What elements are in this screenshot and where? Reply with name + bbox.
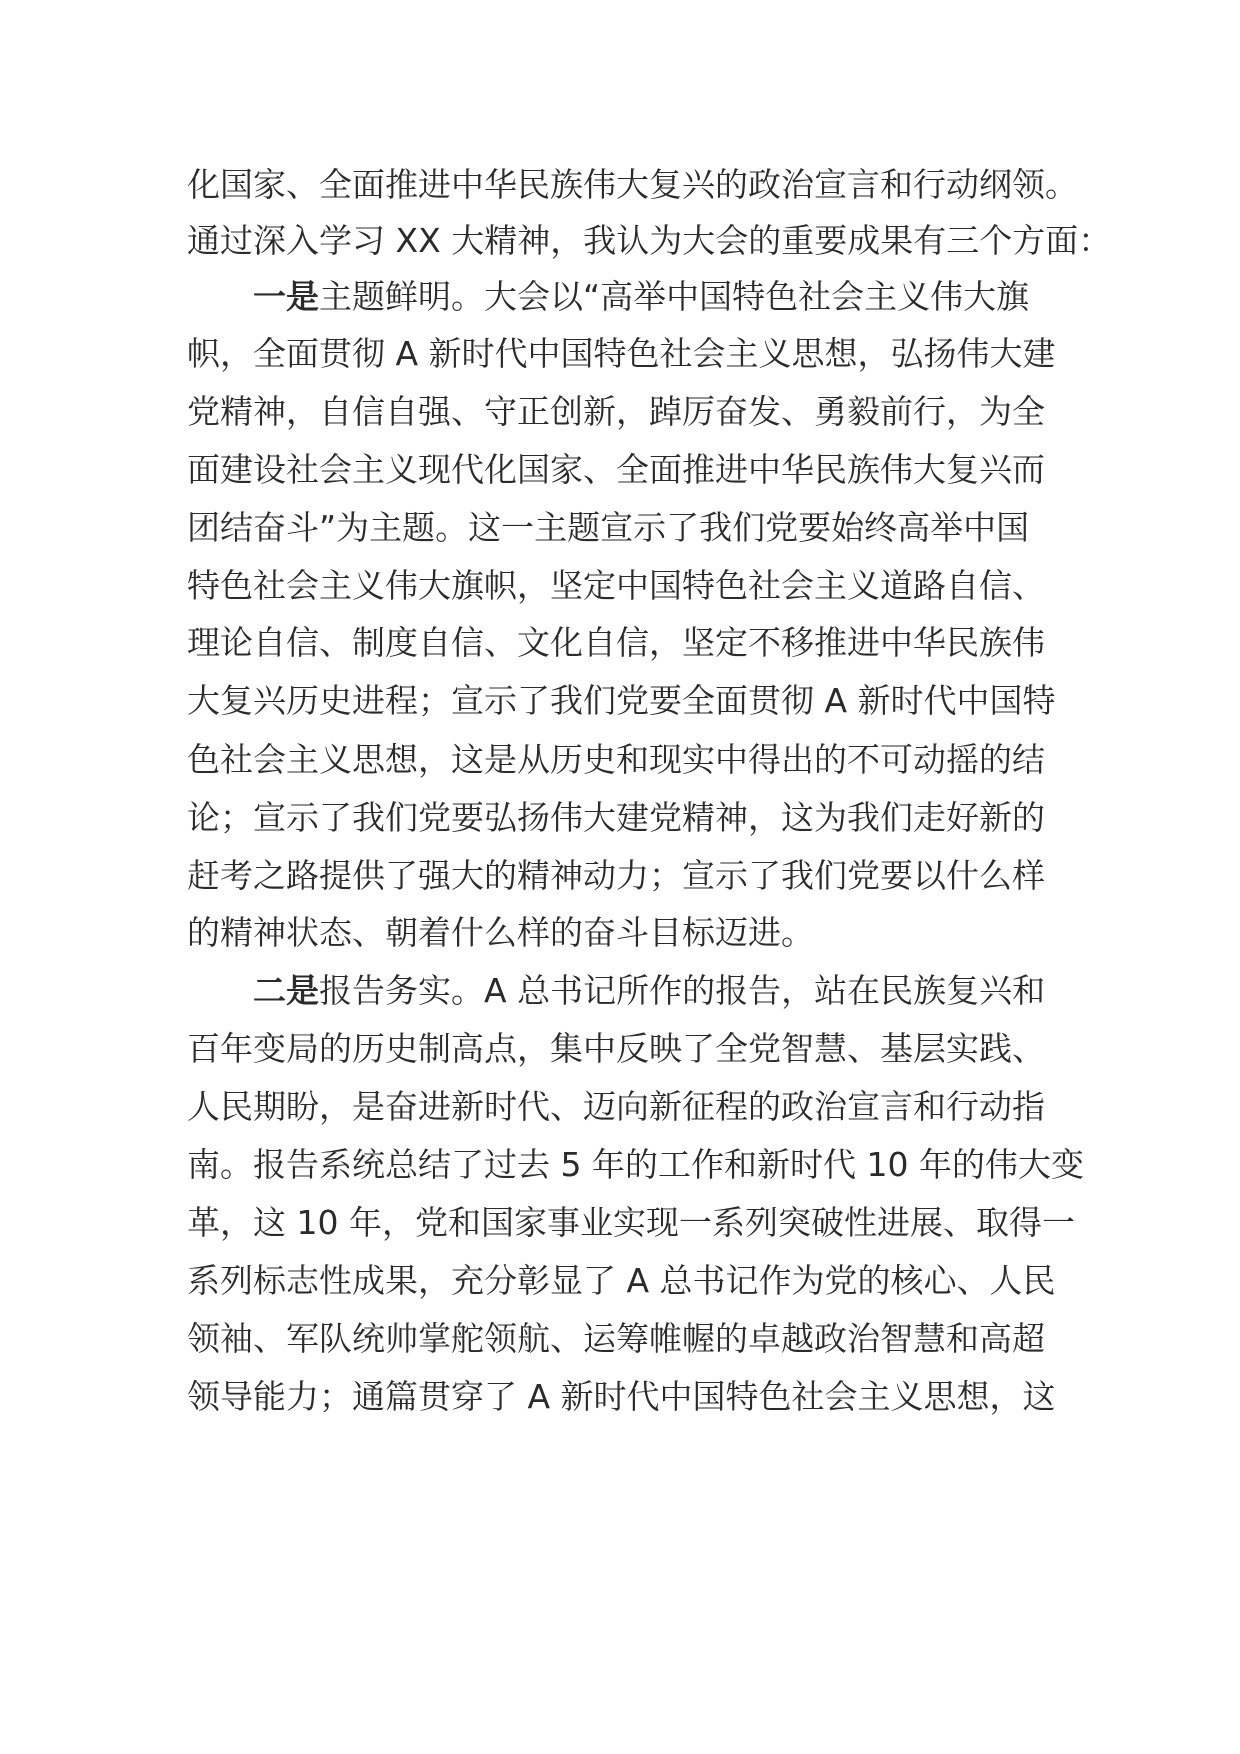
line-text: 百年变局的历史制高点，集中反映了全党智慧、基层实践、 (187, 1029, 1045, 1068)
line-text: 南。报告系统总结了过去 5 年的工作和新时代 10 年的伟大变 (187, 1145, 1084, 1184)
text-line (187, 727, 1045, 793)
paragraph-first-line (253, 958, 1045, 1024)
line-text: 赶考之路提供了强大的精神动力；宣示了我们党要以什么样 (187, 856, 1045, 895)
paragraph-lead-second: 二是 (253, 971, 319, 1010)
text-line (187, 1190, 1075, 1256)
line-text: 领袖、军队统帅掌舵领航、运筹帷幄的卓越政治智慧和高超 (187, 1319, 1045, 1358)
text-line (187, 610, 1045, 676)
text-line (187, 1364, 1056, 1430)
text-line (187, 785, 1045, 851)
line-text: 大复兴历史进程；宣示了我们党要全面贯彻 A 新时代中国特 (187, 681, 1056, 720)
text-line (187, 1016, 1045, 1082)
text-line (187, 1248, 1056, 1314)
text-line (187, 321, 1056, 387)
line-text: 领导能力；通篇贯穿了 A 新时代中国特色社会主义思想，这 (187, 1377, 1056, 1416)
line-text: 主题鲜明。大会以“高举中国特色社会主义伟大旗 (319, 277, 1030, 316)
text-line (187, 900, 814, 966)
line-text: 党精神，自信自强、守正创新，踔厉奋发、勇毅前行，为全 (187, 392, 1045, 431)
line-text: 化国家、全面推进中华民族伟大复兴的政治宣言和行动纲领。 (187, 165, 1078, 204)
text-line (187, 437, 1045, 503)
paragraph-lead-first: 一是 (253, 277, 319, 316)
text-line (187, 1132, 1084, 1198)
line-text: 革，这 10 年，党和国家事业实现一系列突破性进展、取得一 (187, 1203, 1075, 1242)
text-line (187, 495, 1029, 561)
line-text: 系列标志性成果，充分彰显了 A 总书记作为党的核心、人民 (187, 1261, 1056, 1300)
line-text: 特色社会主义伟大旗帜，坚定中国特色社会主义道路自信、 (187, 566, 1045, 605)
line-text: 面建设社会主义现代化国家、全面推进中华民族伟大复兴而 (187, 450, 1045, 489)
text-line (187, 668, 1056, 734)
line-text: 论；宣示了我们党要弘扬伟大建党精神，这为我们走好新的 (187, 798, 1045, 837)
text-line (187, 1074, 1045, 1140)
line-text: 帜，全面贯彻 A 新时代中国特色社会主义思想，弘扬伟大建 (187, 334, 1056, 373)
line-text: 通过深入学习 XX 大精神，我认为大会的重要成果有三个方面： (187, 221, 1112, 260)
text-line (187, 1306, 1045, 1372)
line-text: 理论自信、制度自信、文化自信，坚定不移推进中华民族伟 (187, 623, 1045, 662)
line-text: 人民期盼，是奋进新时代、迈向新征程的政治宣言和行动指 (187, 1087, 1045, 1126)
text-line (187, 379, 1045, 445)
line-text: 色社会主义思想，这是从历史和现实中得出的不可动摇的结 (187, 740, 1045, 779)
line-text: 的精神状态、朝着什么样的奋斗目标迈进。 (187, 913, 814, 952)
line-text: 报告务实。A 总书记所作的报告，站在民族复兴和 (319, 971, 1046, 1010)
line-text: 团结奋斗”为主题。这一主题宣示了我们党要始终高举中国 (187, 508, 1030, 547)
